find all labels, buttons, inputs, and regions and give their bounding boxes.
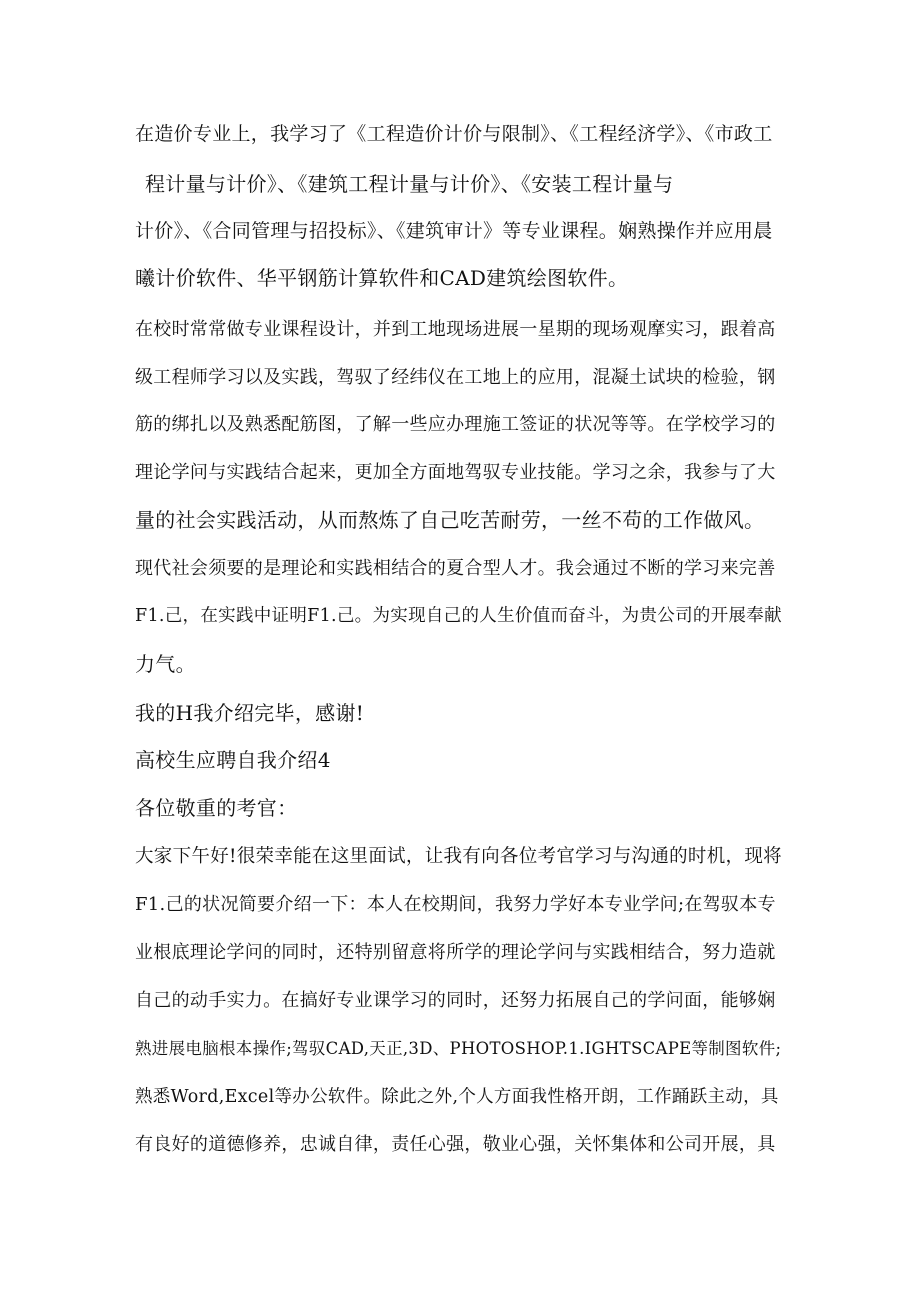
text-line: 熟悉Word,Excel等办公软件。除此之外,个人方面我性格开朗，工作踊跃主动，具 bbox=[135, 1087, 779, 1107]
text-line: 我的H我介绍完毕，感谢! bbox=[135, 701, 365, 725]
salutation: 各位敬重的考官： bbox=[135, 796, 298, 820]
text-line: 量的社会实践活动，从而熬炼了自己吃苦耐劳，一丝不苟的工作做风。 bbox=[135, 508, 765, 532]
text-line: 在校时常常做专业课程设计，并到工地现场进展一星期的现场观摩实习，跟着高 bbox=[135, 319, 776, 340]
text-line: 熟进展电脑根本操作;驾驭CAD,天正,3D、PHOTOSHOP.1.IGHTSCAPE等制图软件; bbox=[135, 1039, 782, 1058]
text-line: 业根底理论学问的同时，还特别留意将所学的理论学问与实践相结合，努力造就 bbox=[135, 942, 776, 963]
text-line: 力气。 bbox=[135, 652, 196, 676]
text-line: 现代社会须要的是理论和实践相结合的夏合型人才。我会通过不断的学习来完善 bbox=[135, 558, 776, 579]
text-line: F1.己，在实践中证明F1.己。为实现自己的人生价值而奋斗，为贵公司的开展奉献 bbox=[135, 606, 782, 626]
text-line: 级工程师学习以及实践，驾驭了经纬仪在工地上的应用，混凝土试块的检验，钢 bbox=[135, 367, 776, 388]
text-line: F1.己的状况简要介绍一下：本人在校期间，我努力学好本专业学问;在驾驭本专 bbox=[135, 894, 776, 915]
text-line: 在造价专业上，我学习了《工程造价计价与限制》、《工程经济学》、《市政工 bbox=[135, 123, 773, 145]
text-line: 理论学问与实践结合起来，更加全方面地驾驭专业技能。学习之余，我参与了大 bbox=[135, 462, 776, 483]
text-line: 筋的绑扎以及熟悉配筋图，了解一些应办理施工签证的状况等等。在学校学习的 bbox=[135, 414, 776, 435]
text-line: 程计量与计价》、《建筑工程计量与计价》、《安装工程计量与 bbox=[145, 172, 674, 196]
text-line: 有良好的道德修养，忠诚自律，责任心强，敬业心强，关怀集体和公司开展，具 bbox=[135, 1134, 776, 1155]
text-line: 计价》、《合同管理与招投标》、《建筑审计》等专业课程。娴熟操作并应用晨 bbox=[135, 220, 773, 242]
text-line: 自己的动手实力。在搞好专业课学习的同时，还努力拓展自己的学问面，能够娴 bbox=[135, 990, 776, 1011]
text-line: 曦计价软件、华平钢筋计算软件和CAD建筑绘图软件。 bbox=[135, 266, 629, 290]
text-line: 大家下午好!很荣幸能在这里面试，让我有向各位考官学习与沟通的时机，现将 bbox=[135, 846, 782, 867]
section-heading: 高校生应聘自我介绍4 bbox=[135, 748, 331, 772]
